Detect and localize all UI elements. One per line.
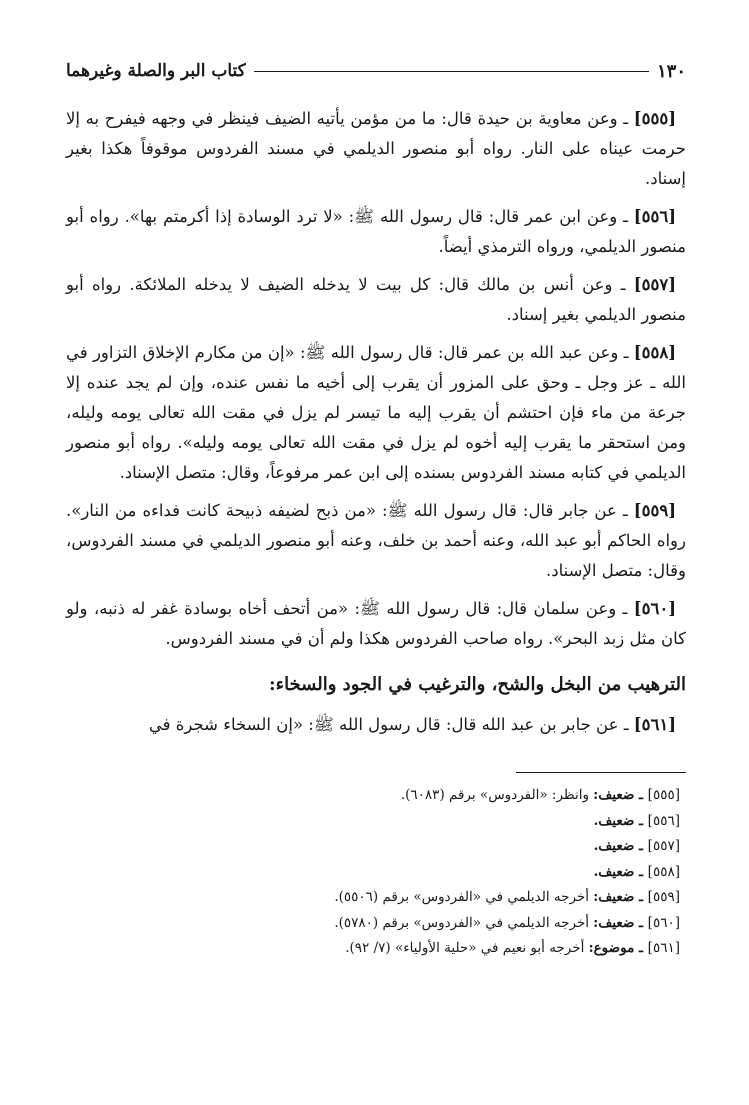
- footnote-text: أخرجه الديلمي في «الفردوس» برقم (٥٧٨٠).: [334, 914, 594, 931]
- hadith-number: [٥٦٠]: [633, 599, 676, 618]
- hadith-text: ـ وعن معاوية بن حيدة قال: ما من مؤمن يأتيه الضيف فينظر في وجهه فيفرح به إلا حرمت عيناه على النار. رواه أبو منصور الديلمي في مسند الفردوس موقوفاً هكذا بغير إسناد.: [66, 109, 686, 188]
- footnote-grade: ـ موضوع:: [588, 940, 648, 956]
- footnote-number: [٥٥٩]: [647, 889, 680, 905]
- footnote-item: [66, 885, 680, 911]
- hadith-paragraph: [66, 202, 686, 262]
- header-rule: [254, 71, 649, 72]
- hadith-number: [٥٥٥]: [633, 109, 676, 128]
- hadith-text: ـ عن جابر بن عبد الله قال: قال رسول الله ﷺ: «إن السخاء شجرة في: [148, 715, 634, 734]
- footnote-number: [٥٦١]: [647, 940, 680, 956]
- hadith-paragraph: [66, 338, 686, 488]
- hadith-text: ـ وعن سلمان قال: قال رسول الله ﷺ: «من أتحف أخاه بوسادة غفر له ذنبه، ولو كان مثل زبد البحر». رواه صاحب الفردوس هكذا ولم أن في مسند الفردوس.: [66, 599, 686, 648]
- footnote-text: أخرجه أبو نعيم في «حلية الأولياء» (٧/ ٩٢).: [345, 940, 589, 956]
- footnote-number: [٥٥٦]: [647, 812, 680, 829]
- hadith-paragraph: [66, 270, 686, 330]
- main-text: [66, 104, 686, 740]
- footnote-grade: ـ ضعيف:: [593, 914, 648, 931]
- hadith-number: [٥٦١]: [633, 715, 676, 734]
- hadith-paragraph: [66, 104, 686, 194]
- hadith-text: ـ وعن عبد الله بن عمر قال: قال رسول الله ﷺ: «إن من مكارم الإخلاق التزاور في الله ـ عز وجل ـ وحق على المزور أن يقرب إلى أخيه ما نفس عنده، وإن لم يجد عنده إلا جرعة من ماء فإن احتشم أن يقرب إليه ما تيسر لم يزل في مقت الله تعالى يومه وليله، ومن استحقر ما يقرب إليه أخوه لم يزل في مقت الله تعالى يومه وليله». رواه أبو منصور الديلمي في كتابه مسند الفردوس بسنده إلى ابن عمر مرفوعاً، وقال: متصل الإسناد.: [66, 343, 686, 482]
- footnote-item: [66, 936, 680, 962]
- hadith-number: [٥٥٦]: [633, 207, 676, 226]
- footnote-grade: ـ ضعيف.: [593, 838, 648, 854]
- footnote-grade: ـ ضعيف.: [593, 812, 648, 829]
- hadith-number: [٥٥٨]: [633, 343, 676, 362]
- hadith-number: [٥٥٩]: [633, 501, 676, 520]
- footnotes: [66, 783, 680, 962]
- footnote-text: أخرجه الديلمي في «الفردوس» برقم (٥٥٠٦).: [334, 889, 594, 905]
- hadith-paragraph: [66, 594, 686, 654]
- page-number: ١٣٠: [656, 60, 686, 82]
- footnote-text: وانظر: «الفردوس» برقم (٦٠٨٣).: [400, 787, 594, 803]
- page: [66, 56, 686, 962]
- hadith-paragraph: [66, 496, 686, 586]
- hadith-text: ـ عن جابر قال: قال رسول الله ﷺ: «من ذبح لضيفه ذبيحة كانت فداءه من النار». رواه الحاكم أبو عبد الله، وعنه أحمد بن خلف، وعنه أبو منصور الديلمي في مسند الفردوس، وقال: متصل الإسناد.: [66, 501, 686, 580]
- page-header: [66, 56, 686, 86]
- footnote-number: [٥٥٥]: [647, 787, 680, 803]
- footnote-item: [66, 783, 680, 809]
- footnote-grade: ـ ضعيف.: [593, 863, 648, 880]
- footnote-number: [٥٥٨]: [647, 863, 680, 880]
- footnote-item: [66, 860, 680, 886]
- section-title: الترهيب من البخل والشح، والترغيب في الجود والسخاء:: [268, 674, 686, 695]
- hadith-text: ـ وعن أنس بن مالك قال: كل بيت لا يدخله الضيف لا يدخله الملائكة. رواه أبو منصور الديلمي بغير إسناد.: [66, 275, 686, 324]
- footnote-item: [66, 809, 680, 835]
- running-title: كتاب البر والصلة وغيرهما: [66, 61, 246, 81]
- footnote-number: [٥٥٧]: [647, 838, 680, 854]
- hadith-text: ـ وعن ابن عمر قال: قال رسول الله ﷺ: «لا ترد الوسادة إذا أكرمتم بها». رواه أبو منصور الديلمي، ورواه الترمذي أيضاً.: [66, 207, 686, 256]
- footnote-grade: ـ ضعيف:: [593, 889, 648, 905]
- footnote-item: [66, 834, 680, 860]
- footnote-divider: [516, 772, 686, 773]
- footnote-grade: ـ ضعيف:: [593, 787, 648, 803]
- footnote-item: [66, 911, 680, 937]
- hadith-paragraph: [66, 710, 686, 740]
- hadith-number: [٥٥٧]: [633, 275, 676, 294]
- footnote-number: [٥٦٠]: [647, 914, 680, 931]
